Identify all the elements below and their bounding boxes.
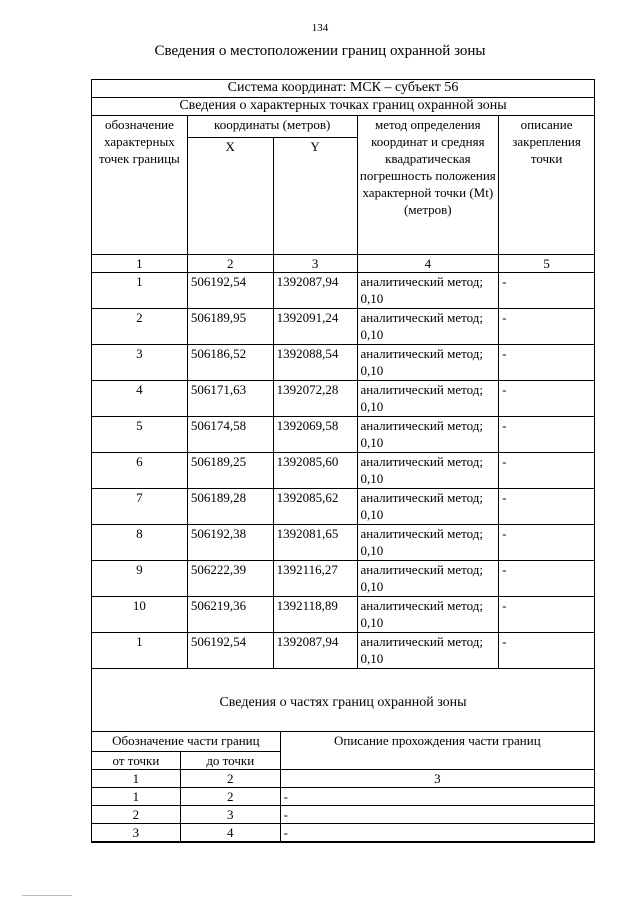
point-x: 506192,54 [187,273,273,309]
point-y: 1392072,28 [273,381,357,417]
point-y: 1392069,58 [273,417,357,453]
point-number: 10 [92,597,188,633]
point-x: 506186,52 [187,345,273,381]
point-method: аналитический метод; 0,10 [357,309,499,345]
point-number: 3 [92,345,188,381]
point-number: 4 [92,381,188,417]
part-row [92,824,595,842]
point-fixing: - [499,525,595,561]
point-fixing: - [499,633,595,669]
point-method: аналитический метод; 0,10 [357,525,499,561]
header-method: метод определения координат и средняя квадратическая погрешность положения характерной точки (Mt) (метров) [357,116,499,255]
header-y: Y [273,138,357,255]
parts-header-to: до точки [180,752,280,770]
page-footer-mark [22,895,72,896]
point-y: 1392091,24 [273,309,357,345]
parts-table [91,731,595,842]
point-row [92,417,595,453]
point-method: аналитический метод; 0,10 [357,417,499,453]
point-x: 506189,25 [187,453,273,489]
point-fixing: - [499,489,595,525]
point-x: 506219,36 [187,597,273,633]
part-from: 3 [92,824,181,842]
column-number: 2 [187,255,273,273]
point-row [92,453,595,489]
part-row [92,788,595,806]
point-method: аналитический метод; 0,10 [357,597,499,633]
part-row [92,806,595,824]
point-y: 1392116,27 [273,561,357,597]
points-section-title: Сведения о характерных точках границ охранной зоны [92,98,595,116]
point-y: 1392087,94 [273,633,357,669]
point-row [92,309,595,345]
points-table [91,79,595,669]
point-row [92,489,595,525]
parts-section-title-box [91,677,595,731]
point-fixing: - [499,417,595,453]
point-row [92,273,595,309]
point-y: 1392081,65 [273,525,357,561]
point-row [92,561,595,597]
point-fixing: - [499,309,595,345]
point-number: 6 [92,453,188,489]
point-method: аналитический метод; 0,10 [357,381,499,417]
point-fixing: - [499,561,595,597]
point-method: аналитический метод; 0,10 [357,561,499,597]
point-number: 5 [92,417,188,453]
page-title: Сведения о местоположении границ охранной зоны [154,43,486,59]
header-x: X [187,138,273,255]
column-number: 1 [92,770,181,788]
parts-column-numbers-row [92,770,595,788]
point-fixing: - [499,381,595,417]
column-number: 3 [273,255,357,273]
part-to: 4 [180,824,280,842]
point-x: 506222,39 [187,561,273,597]
coord-system-banner: Система координат: МСК – субъект 56 [92,80,595,98]
part-to: 2 [180,788,280,806]
point-fixing: - [499,453,595,489]
point-y: 1392085,60 [273,453,357,489]
point-row [92,381,595,417]
parts-header-from: от точки [92,752,181,770]
part-description: - [280,824,594,842]
column-number: 5 [499,255,595,273]
point-x: 506192,38 [187,525,273,561]
header-designation: обозначение характерных точек границы [92,116,188,255]
column-numbers-row [92,255,595,273]
parts-section-title: Сведения о частях границ охранной зоны [219,695,467,710]
part-from: 1 [92,788,181,806]
point-method: аналитический метод; 0,10 [357,345,499,381]
point-number: 9 [92,561,188,597]
part-from: 2 [92,806,181,824]
point-number: 8 [92,525,188,561]
header-fixing: описание закрепления точки [499,116,595,255]
part-to: 3 [180,806,280,824]
point-number: 7 [92,489,188,525]
point-method: аналитический метод; 0,10 [357,453,499,489]
point-row [92,525,595,561]
point-y: 1392085,62 [273,489,357,525]
point-row [92,597,595,633]
point-x: 506192,54 [187,633,273,669]
point-row [92,633,595,669]
parts-header-designation: Обозначение части границ [92,732,281,752]
part-description: - [280,806,594,824]
point-x: 506174,58 [187,417,273,453]
point-number: 1 [92,273,188,309]
point-fixing: - [499,273,595,309]
header-coordinates: координаты (метров) [187,116,357,138]
column-number: 3 [280,770,594,788]
column-number: 1 [92,255,188,273]
point-number: 1 [92,633,188,669]
parts-header-description: Описание прохождения части границ [280,732,594,770]
point-x: 506189,28 [187,489,273,525]
point-method: аналитический метод; 0,10 [357,489,499,525]
point-x: 506171,63 [187,381,273,417]
point-method: аналитический метод; 0,10 [357,273,499,309]
column-number: 2 [180,770,280,788]
point-x: 506189,95 [187,309,273,345]
point-fixing: - [499,597,595,633]
page-number: 134 [311,22,329,34]
point-method: аналитический метод; 0,10 [357,633,499,669]
point-y: 1392087,94 [273,273,357,309]
point-y: 1392088,54 [273,345,357,381]
part-description: - [280,788,594,806]
point-fixing: - [499,345,595,381]
point-y: 1392118,89 [273,597,357,633]
point-number: 2 [92,309,188,345]
column-number: 4 [357,255,499,273]
point-row [92,345,595,381]
